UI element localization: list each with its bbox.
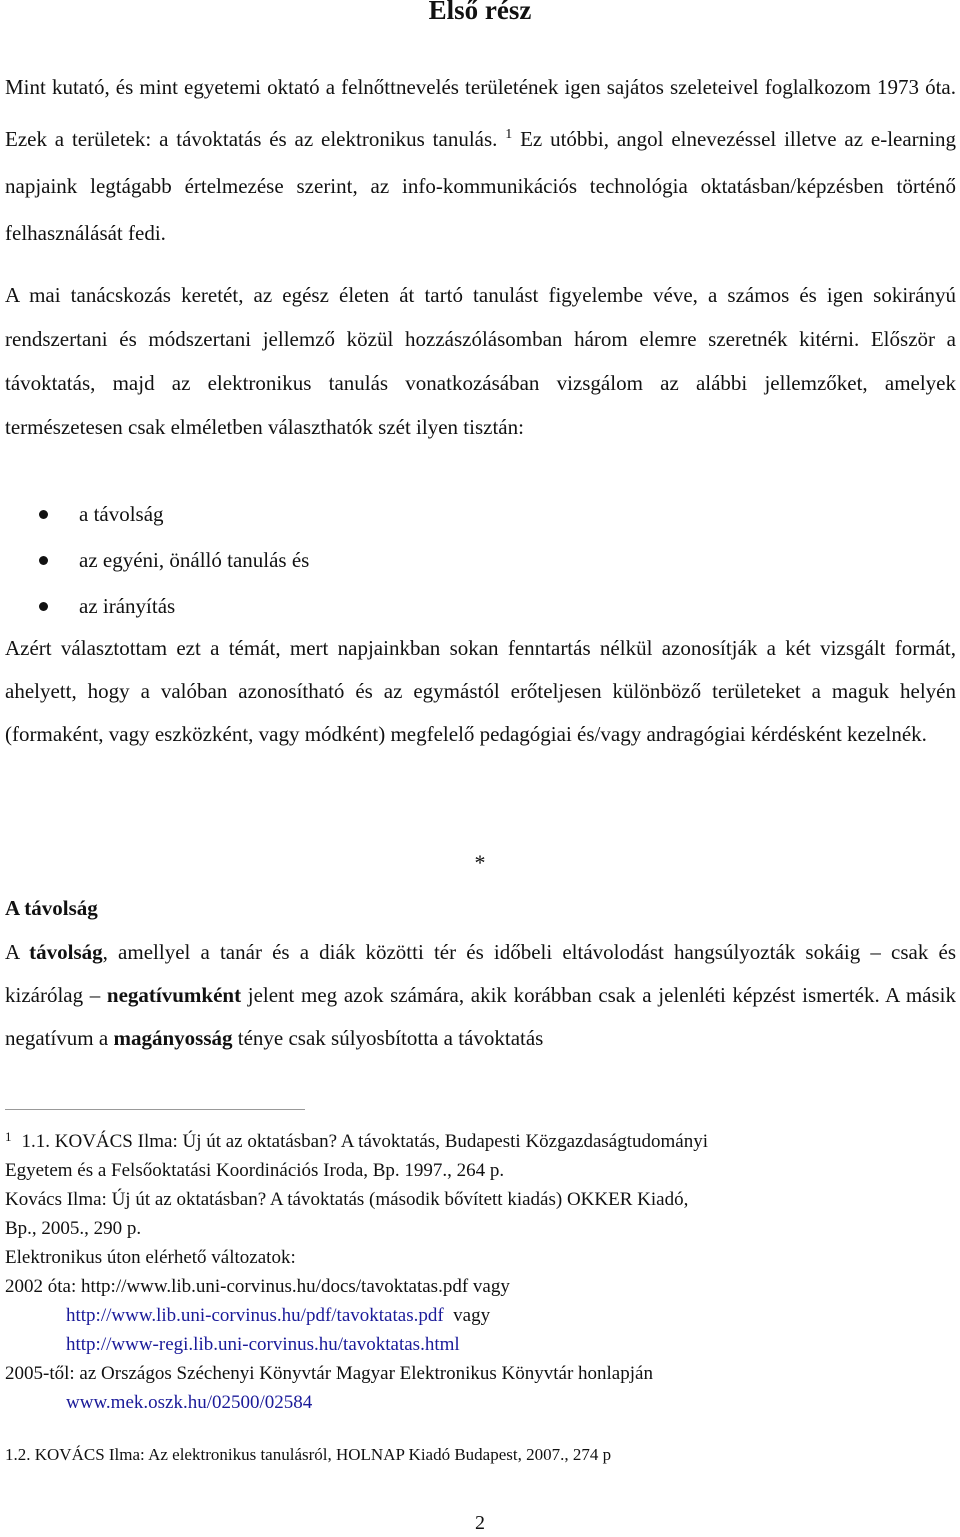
footnote-text: vagy [453,1305,491,1326]
footnote-divider [5,1109,305,1110]
footnote-line: Bp., 2005., 290 p. [5,1218,142,1239]
section-separator: * [474,850,486,875]
footnote-line [5,1388,956,1417]
footnote-marker: 1 [5,1129,12,1144]
footnote-line: 2002 óta: http://www.lib.uni-corvinus.hu/docs/tavoktatas.pdf vagy [5,1276,510,1297]
bullet-icon [39,510,48,519]
bold-term-negative: negatívumként [106,983,242,1007]
footnote-link[interactable]: http://www-regi.lib.uni-corvinus.hu/tavoktatas.html [66,1334,460,1355]
page-number: 2 [475,1512,485,1534]
footnote-line [5,1301,956,1330]
reason-paragraph: Azért választottam ezt a témát, mert napjainkban sokan fenntartás nélkül azonosítják a két vizsgált formát, ahelyett, hogy a valóban azonosítható és az egymástól erőteljesen különböző területeket a maguk helyén (formaként, vagy eszközként, vagy módként) megfelelő pedagógiai és/vagy andragógiai kérdésként kezelnék. [5,636,956,746]
list-item [0,584,960,630]
footnotes [5,1122,956,1417]
footnote-line [5,1122,956,1156]
list-item-label: a távolság [79,502,164,526]
bullet-list [0,492,960,630]
intro-text-b: Ez utóbbi, angol elnevezéssel illetve az e-learning napjaink legtágabb értelmezése szerint, az info-kommunikációs technológia oktatásban/képzésben történő felhasználását fedi. [5,127,956,245]
footnote-line: 2005-től: az Országos Széchenyi Könyvtár Magyar Elektronikus Könyvtár honlapján [5,1363,653,1384]
footnote-line [5,1330,956,1359]
intro-text-a: Mint kutató, és mint egyetemi oktató a felnőttnevelés területének igen sajátos szeleteivel foglalkozom 1973 óta. Ezek a területek: a távoktatás és az elektronikus tanulás. [5,75,956,151]
context-paragraph: A mai tanácskozás keretét, az egész életen át tartó tanulást figyelembe véve, a számos és igen sokirányú rendszertani és módszertani jellemző közül hozzászólásomban három elemre szeretnék kitérni. Először a távoktatás, majd az elektronikus tanulás vonatkozásában vizsgálom az alábbi jellemzőket, amelyek természetesen csak elméletben választhatók szét ilyen tisztán: [5,283,956,439]
distance-text-1: A [5,940,30,964]
bullet-icon [39,556,48,565]
footnote-line: Kovács Ilma: Új út az oktatásban? A távoktatás (második bővített kiadás) OKKER Kiadó, [5,1189,689,1210]
distance-paragraph [5,931,956,1060]
footnote-second-reference: 1.2. KOVÁCS Ilma: Az elektronikus tanulásról, HOLNAP Kiadó Budapest, 2007., 274 p [5,1445,612,1464]
section-heading: A távolság [5,896,98,920]
list-item-label: az egyéni, önálló tanulás és [79,548,310,572]
bold-term-loneliness: magányosság [113,1026,233,1050]
intro-paragraph [5,64,956,257]
bold-term-distance: távolság [29,940,103,964]
list-item [0,492,960,538]
footnote-text: 1.1. KOVÁCS Ilma: Új út az oktatásban? A távoktatás, Budapesti Közgazdaságtudományi [21,1131,708,1152]
distance-text-4: ténye csak súlyosbította a távoktatás [232,1026,544,1050]
list-item [0,538,960,584]
footnote-link[interactable]: www.mek.oszk.hu/02500/02584 [66,1392,313,1413]
list-item-label: az irányítás [79,594,176,618]
bullet-icon [39,602,48,611]
distance-text-3: jelent meg azok számára, akik korábban csak a jelenléti képzést ismerték. A másik negatívum a [5,983,956,1050]
distance-text-2: , amellyel a tanár és a diák közötti tér és időbeli eltávolodást hangsúlyozták sokáig – csak és kizárólag – [5,940,956,1007]
page-title: Első rész [428,0,532,25]
footnote-line: Egyetem és a Felsőoktatási Koordinációs Iroda, Bp. 1997., 264 p. [5,1160,505,1181]
footnote-link[interactable]: http://www.lib.uni-corvinus.hu/pdf/tavoktatas.pdf [66,1305,444,1326]
footnote-reference[interactable]: 1 [505,127,513,142]
footnote-line: Elektronikus úton elérhető változatok: [5,1247,296,1268]
